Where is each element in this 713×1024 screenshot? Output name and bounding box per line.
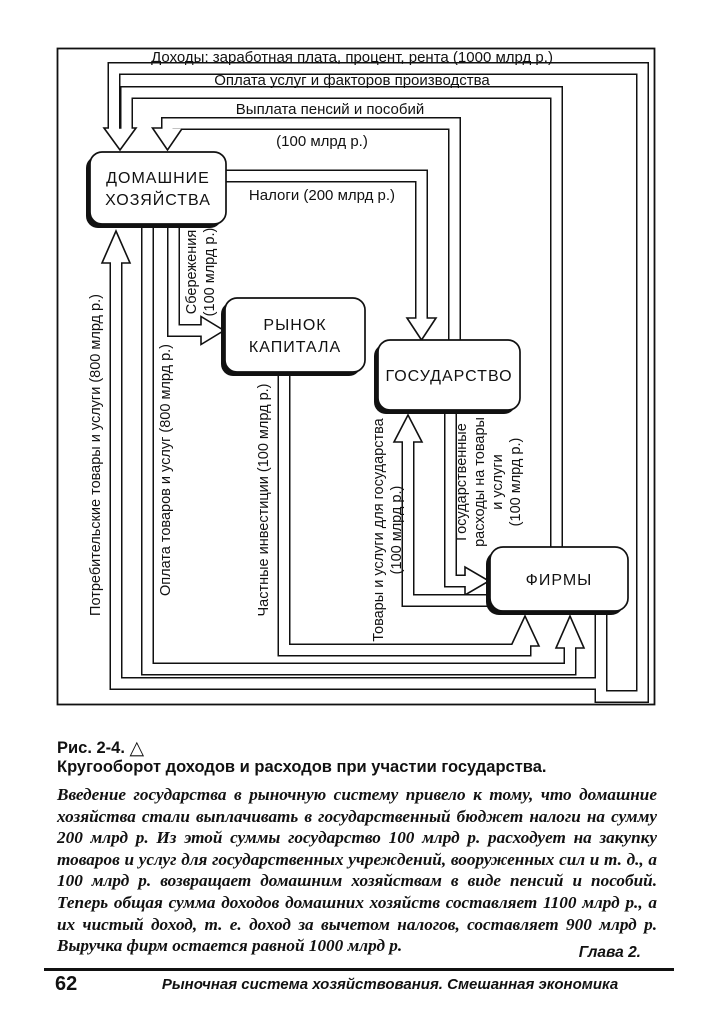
label-payment-services: Оплата услуг и факторов производства [214,72,490,89]
figure-description: Введение государства в рыночную систему привело к тому, что домашние хозяйства стали выплачивать в государственный бюджет налоги на сумму 200 млрд р. Из этой суммы государство 100 млрд р. расходует на закупку товаров и услуг для государственных учреждений, вооруженных сил и т. д., а 100 млрд р. возвращает домашним хозяйствам в виде пенсий и пособий. Теперь общая сумма доходов домашних хозяйств составляет 1100 млрд р., а их чистый доход, т. е. доход за вычетом налогов, составляет 900 млрд р. Выручка фирм остается равной 1000 млрд р. [57,785,657,956]
capital-market-label-line2: КАПИТАЛА [248,339,342,356]
label-pensions-line2: (100 млрд р.) [276,133,368,150]
label-state-spending-line2: расходы на товары [472,417,488,547]
arrow-into-capital-market [201,317,224,345]
arrow-into-firms-bottom-left [511,616,539,646]
footer-rule [44,968,674,971]
page-number: 62 [55,973,78,995]
label-state-spending-line4: (100 млрд р.) [508,437,524,527]
label-pensions-line1: Выплата пенсий и пособий [235,101,425,118]
figure-title: Кругооборот доходов и расходов при участии государства. [57,758,547,776]
firms-label: ФИРМЫ [525,572,593,589]
label-consumer-goods: Потребительские товары и услуги (800 млрд р.) [88,294,104,616]
households-label-line1: ДОМАШНИЕ [106,170,210,187]
label-state-spending-line3: и услуги [490,454,506,510]
households-box [90,152,226,224]
label-incomes: Доходы: заработная плата, процент, рента (1000 млрд р.) [151,49,553,66]
arrow-into-households-left [104,128,136,150]
figure-number: Рис. 2-4. [57,739,125,757]
triangle-marker-icon: △ [129,738,145,759]
arrow-into-firms-bottom-right [556,616,584,648]
running-title: Рыночная система хозяйствования. Смешанная экономика [161,976,619,993]
arrow-into-government-top [407,318,436,340]
arrow-into-firms-left [465,567,489,595]
label-private-investment: Частные инвестиции (100 млрд р.) [256,383,272,617]
arrow-into-households-bottom [102,231,130,263]
label-goods-for-state-line2: (100 млрд р.) [389,485,405,575]
chapter-label: Глава 2. [578,944,641,961]
households-label-line2: ХОЗЯЙСТВА [105,192,211,209]
arrow-into-government-bottom [394,415,422,442]
figure-caption-number [57,736,144,759]
government-label: ГОСУДАРСТВО [385,368,513,385]
capital-market-box [225,298,365,372]
label-savings-line2: (100 млрд р.) [202,227,218,317]
label-savings-line1: Сбережения [184,229,200,315]
arrow-into-households-right [153,128,183,150]
label-taxes: Налоги (200 млрд р.) [248,187,396,204]
label-goods-for-state-line1: Товары и услуги для государства [371,418,387,642]
capital-market-label-line1: РЫНОК [263,317,327,334]
label-state-spending-line1: Государственные [454,423,470,541]
label-payment-goods: Оплата товаров и услуг (800 млрд р.) [158,343,174,597]
